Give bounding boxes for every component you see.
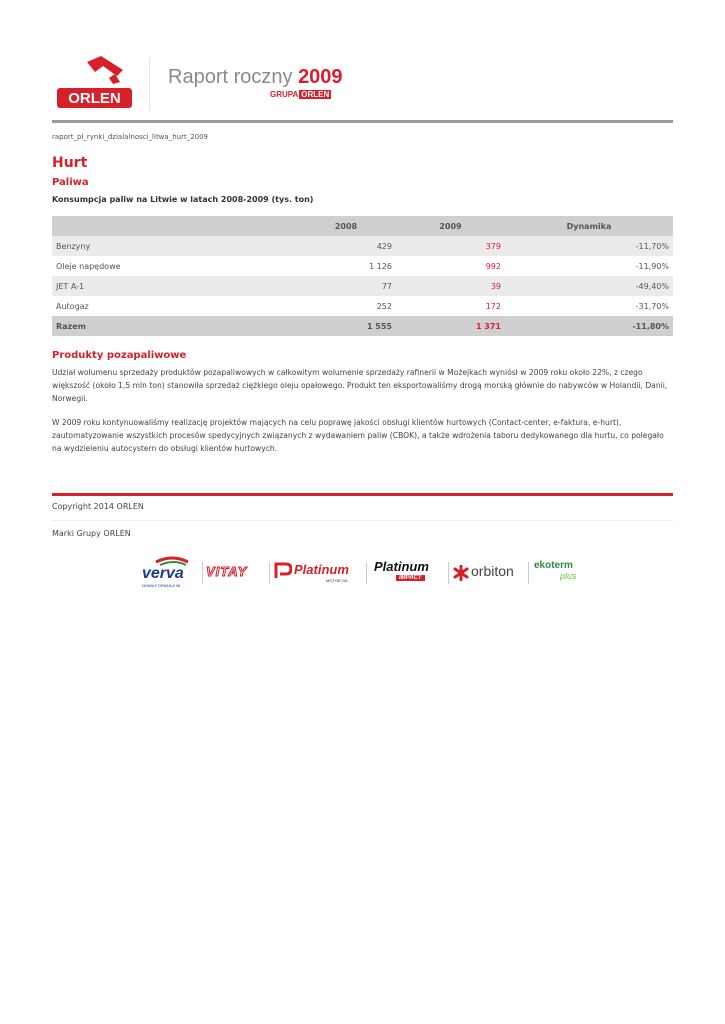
header-cell: 2008 (296, 216, 396, 236)
group-name-badge: ORLEN (301, 90, 330, 99)
header-cell: Dynamika (505, 216, 673, 236)
brand-verva-text: verva (142, 565, 184, 582)
brand-platinum-motor-logo[interactable] (274, 556, 362, 590)
paragraph: Udział wolumenu sprzedaży produktów pozapaliwowych w całkowitym wolumenie sprzedaży rafinerii w Możejkach wyniósł w 2009 roku około 22%, z czego większość (około 1,5 mln ton) stanowiła sprzedaż ciężkiego oleju opałowego. Produkt ten eksportowaliśmy drogą morską głównie do nabywców w Holandii, Danii, Norwegii. (52, 368, 668, 403)
breadcrumb: raport_pl_rynki_dzialalnosci_litwa_hurt_2009 (52, 133, 209, 141)
brand-ekoterm-tag: plus (560, 571, 577, 581)
orlen-logo (57, 56, 132, 108)
brand-separator (269, 562, 270, 584)
paragraph: W 2009 roku kontynuowaliśmy realizację projektów mających na celu poprawę jakości obsługi klientów hurtowych (Contact-center, e-faktura, e-hurt), zautomatyzowanie wszystkich procesów spedycyjnych związanych z wydawaniem paliw (CBOK), a także wdrożenia taboru dedykowanego dla hurtu, co polegało na wydzieleniu autocystern do obsługi klientów hurtowych. (52, 418, 664, 453)
brand-vitay-text: VITAY (206, 564, 248, 579)
brand-ekoterm-text: ekoterm (534, 560, 573, 571)
value-2009: 992 (396, 256, 505, 276)
footer-divider (52, 520, 673, 521)
group-label (270, 90, 331, 99)
brand-orbiton-text: orbiton (471, 563, 514, 579)
brand-orbiton-logo[interactable] (453, 556, 523, 590)
products-title: Produkty pozapaliwowe (52, 350, 187, 361)
orbiton-star-icon (453, 565, 469, 581)
group-prefix: GRUPA (270, 90, 299, 99)
value-dynamika: -31,70% (505, 296, 673, 316)
footer-rule (52, 493, 673, 496)
row-label: JET A-1 (52, 276, 296, 296)
report-year: 2009 (298, 66, 343, 88)
brand-logos (140, 556, 585, 590)
value-2008: 1 126 (296, 256, 396, 276)
report-title-text: Raport roczny (168, 66, 293, 88)
value-2008: 252 (296, 296, 396, 316)
brand-verva-tag: NOWA FORMUŁA 98 (142, 583, 181, 588)
table-row (52, 256, 673, 276)
brand-platinum-impact-text: Platinum (374, 559, 429, 574)
brand-platinum-motor-text: Platinum (294, 562, 349, 577)
page-header (52, 40, 673, 120)
row-label: Benzyny (52, 236, 296, 256)
table-row (52, 236, 673, 256)
header-cell (52, 216, 296, 236)
subsection-title: Paliwa (52, 177, 89, 188)
table-header-row (52, 216, 673, 236)
fuel-consumption-table (52, 216, 673, 336)
value-2009: 39 (396, 276, 505, 296)
copyright: Copyright 2014 ORLEN (52, 502, 144, 511)
brand-vitay-logo[interactable] (206, 556, 264, 590)
table-row (52, 296, 673, 316)
header-cell: 2009 (396, 216, 505, 236)
brand-separator (448, 562, 449, 584)
value-2008: 429 (296, 236, 396, 256)
row-label: Razem (52, 316, 296, 336)
value-dynamika: -11,90% (505, 256, 673, 276)
value-2009: 172 (396, 296, 505, 316)
report-title (168, 66, 343, 89)
value-2009: 379 (396, 236, 505, 256)
brand-platinum-motor-tag: MOTOR OIL (326, 578, 349, 583)
table-caption: Konsumpcja paliw na Litwie w latach 2008-2009 (tys. ton) (52, 195, 314, 204)
value-2008: 77 (296, 276, 396, 296)
brand-separator (366, 562, 367, 584)
brands-label: Marki Grupy ORLEN (52, 529, 131, 538)
value-dynamika: -11,70% (505, 236, 673, 256)
header-rule (52, 120, 673, 123)
table-row (52, 276, 673, 296)
table-total-row (52, 316, 673, 336)
value-2008: 1 555 (296, 316, 396, 336)
value-dynamika: -11,80% (505, 316, 673, 336)
brand-verva-logo[interactable] (140, 556, 198, 590)
brand-separator (202, 562, 203, 584)
logo-text: ORLEN (68, 90, 121, 107)
value-dynamika: -49,40% (505, 276, 673, 296)
brand-ekoterm-logo[interactable] (534, 556, 584, 590)
brand-platinum-impact-tag: IMPACT (396, 575, 425, 581)
header-divider (149, 58, 150, 110)
row-label: Autogaz (52, 296, 296, 316)
section-title: Hurt (52, 155, 88, 171)
brand-separator (528, 562, 529, 584)
brand-platinum-impact-logo[interactable] (372, 556, 442, 590)
value-2009: 1 371 (396, 316, 505, 336)
row-label: Oleje napędowe (52, 256, 296, 276)
